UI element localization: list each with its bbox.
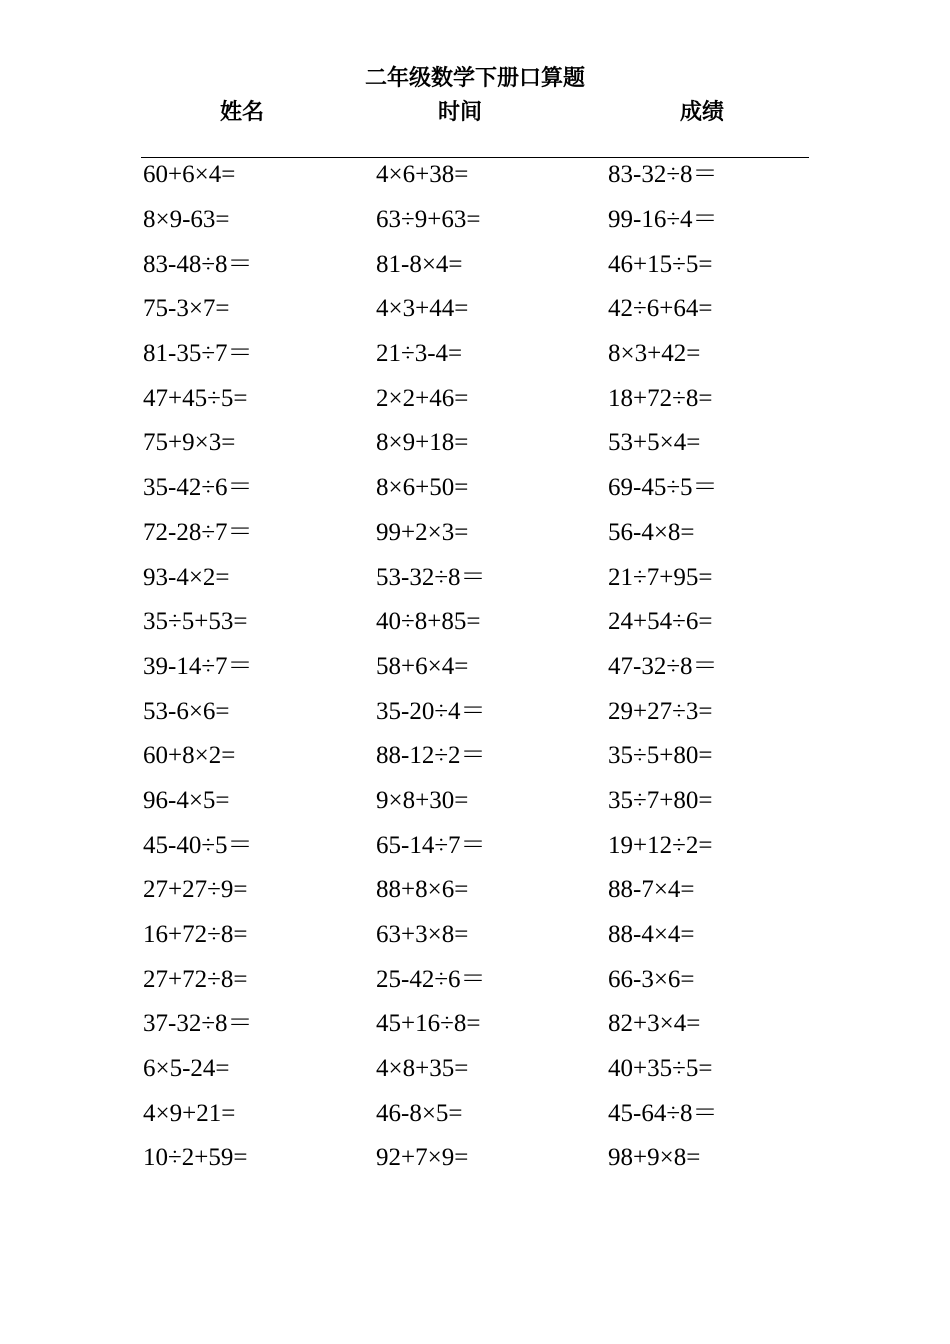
problem-item: 99+2×3= [376,518,469,546]
problem-item: 8×6+50= [376,474,469,502]
problem-item: 47+45÷5= [143,384,248,412]
problem-item: 93-4×2= [143,563,230,591]
problem-item: 37-32÷8＝ [143,1010,253,1038]
problem-item: 69-45÷5＝ [608,474,718,502]
problem-item: 53-6×6= [143,697,230,725]
problem-item: 2×2+46= [376,384,469,412]
problem-item: 21÷7+95= [608,563,713,591]
problem-item: 46+15÷5= [608,250,713,278]
problem-item: 35-42÷6＝ [143,474,253,502]
problem-item: 83-32÷8＝ [608,161,718,189]
name-label: 姓名 [220,100,265,125]
problem-item: 92+7×9= [376,1144,469,1172]
problem-item: 45-40÷5＝ [143,831,253,859]
page-title: 二年级数学下册口算题 [364,66,585,91]
time-label: 时间 [438,100,483,125]
problem-item: 45+16÷8= [376,1010,481,1038]
problem-item: 75+9×3= [143,429,236,457]
problem-item: 4×8+35= [376,1055,469,1083]
problem-item: 60+8×2= [143,742,236,770]
problem-item: 24+54÷6= [608,608,713,636]
problem-item: 53-32÷8＝ [376,563,486,591]
problem-item: 96-4×5= [143,786,230,814]
problem-item: 63+3×8= [376,921,469,949]
problem-item: 35-20÷4＝ [376,697,486,725]
problem-item: 60+6×4= [143,161,236,189]
problem-item: 58+6×4= [376,652,469,680]
problem-item: 47-32÷8＝ [608,652,718,680]
score-label: 成绩 [680,100,725,125]
problem-item: 35÷7+80= [608,786,713,814]
problem-item: 40+35÷5= [608,1055,713,1083]
problem-item: 82+3×4= [608,1010,701,1038]
problem-item: 19+12÷2= [608,831,713,859]
problem-item: 27+72÷8= [143,965,248,993]
problem-item: 65-14÷7＝ [376,831,486,859]
problem-item: 27+27÷9= [143,876,248,904]
problem-grid [143,153,823,1181]
problem-item: 45-64÷8＝ [608,1099,718,1127]
problem-item: 88-12÷2＝ [376,742,486,770]
problem-item: 98+9×8= [608,1144,701,1172]
problem-item: 10÷2+59= [143,1144,248,1172]
problem-item: 16+72÷8= [143,921,248,949]
problem-item: 39-14÷7＝ [143,652,253,680]
problem-item: 4×6+38= [376,161,469,189]
problem-item: 6×5-24= [143,1055,230,1083]
problem-item: 63÷9+63= [376,206,481,234]
problem-item: 72-28÷7＝ [143,518,253,546]
problem-item: 21÷3-4= [376,340,463,368]
problem-item: 8×3+42= [608,340,701,368]
problem-item: 8×9+18= [376,429,469,457]
problem-item: 66-3×6= [608,965,695,993]
problem-item: 88-7×4= [608,876,695,904]
problem-item: 8×9-63= [143,206,230,234]
problem-item: 83-48÷8＝ [143,250,253,278]
problem-item: 53+5×4= [608,429,701,457]
problem-item: 88+8×6= [376,876,469,904]
problem-item: 88-4×4= [608,921,695,949]
problem-item: 4×3+44= [376,295,469,323]
problem-item: 29+27÷3= [608,697,713,725]
problem-item: 18+72÷8= [608,384,713,412]
problem-item: 99-16÷4＝ [608,206,718,234]
problem-item: 25-42÷6＝ [376,965,486,993]
problem-item: 40÷8+85= [376,608,481,636]
problem-item: 46-8×5= [376,1099,463,1127]
problem-item: 35÷5+80= [608,742,713,770]
problem-item: 56-4×8= [608,518,695,546]
problem-item: 35÷5+53= [143,608,248,636]
problem-item: 81-35÷7＝ [143,340,253,368]
problem-item: 9×8+30= [376,786,469,814]
problem-item: 4×9+21= [143,1099,236,1127]
problem-item: 75-3×7= [143,295,230,323]
problem-item: 81-8×4= [376,250,463,278]
problem-item: 42÷6+64= [608,295,713,323]
